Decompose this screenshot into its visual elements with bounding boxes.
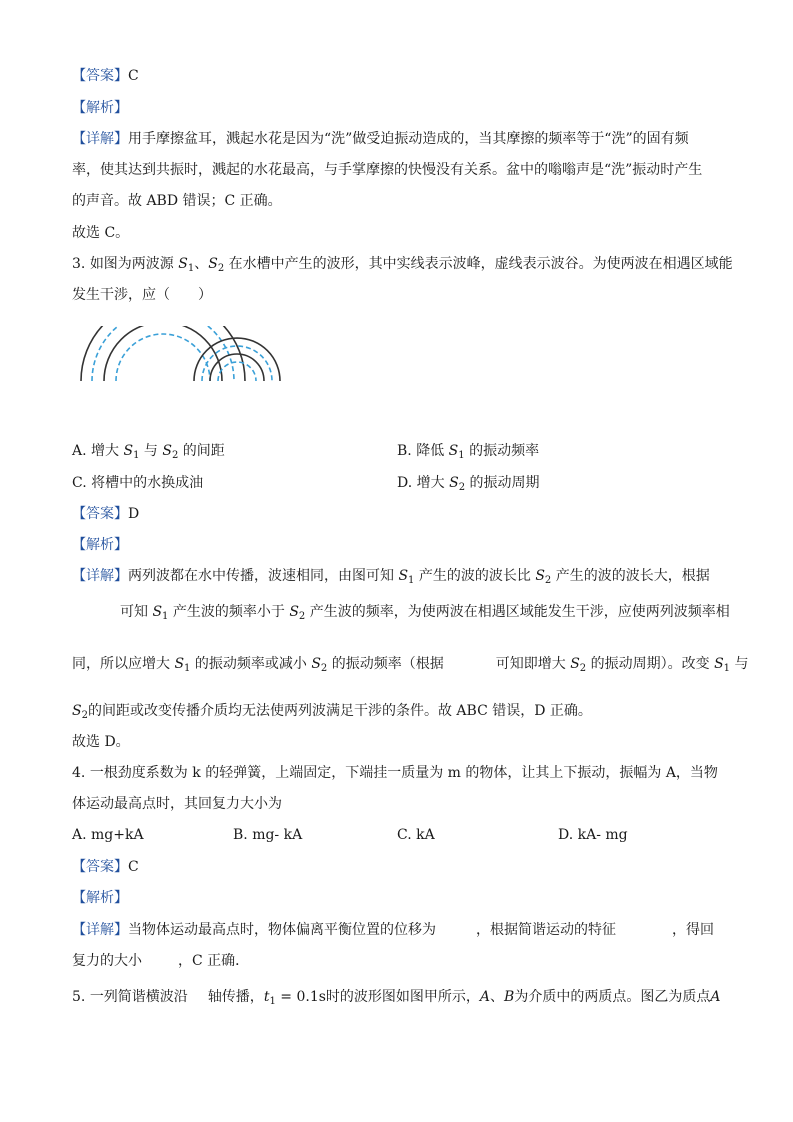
analysis-line	[72, 535, 128, 555]
detail-line	[72, 566, 710, 591]
symbol-s: S	[570, 656, 580, 672]
answer-tag: 【答案】	[72, 859, 128, 875]
symbol-s: S	[152, 604, 163, 620]
detail-text: ，得回	[672, 922, 714, 938]
answer-line	[72, 857, 139, 877]
detail-line	[120, 602, 730, 627]
conclusion-line: 故选 C。	[72, 225, 130, 241]
subscript: 1	[458, 450, 465, 461]
stem-text: 在水槽中产生的波形，其中实线表示波峰，虚线表示波谷。为使两波在相遇区域能	[224, 256, 733, 272]
option-text: 的振动周期	[465, 475, 540, 491]
detail-text: ，C 正确．	[178, 953, 250, 969]
option-a	[72, 441, 225, 466]
answer-value: C	[128, 859, 139, 875]
symbol-s: S	[123, 443, 134, 459]
detail-line	[72, 920, 714, 940]
answer-tag: 【答案】	[72, 68, 128, 84]
subscript: 2	[217, 263, 225, 274]
symbol-s: S	[714, 656, 724, 672]
answer-line	[72, 504, 139, 524]
option-text: 将槽中的水换成油	[91, 475, 204, 491]
detail-line	[72, 951, 249, 971]
option-text: 的振动频率	[464, 443, 540, 459]
detail-text: 可知	[120, 604, 153, 620]
detail-tag: 【详解】	[72, 922, 128, 938]
detail-text: 产生的波的波长比	[414, 568, 536, 584]
stem-text: 时的波形图如图甲所示，	[325, 989, 480, 1005]
subscript: 2	[458, 482, 466, 493]
subscript: 2	[171, 450, 179, 461]
detail-text: 产生的波的波长大，根据	[551, 568, 710, 584]
subscript: 2	[320, 663, 328, 674]
detail-text: ，根据简谐运动的特征	[476, 922, 616, 938]
option-a: A. mg+kA	[72, 827, 144, 843]
option-text: 的间距	[178, 443, 225, 459]
symbol-a: A	[479, 989, 491, 1005]
detail-text: 与	[730, 656, 749, 672]
option-c: C. kA	[397, 827, 435, 843]
detail-text: 的振动频率或减小	[190, 656, 312, 672]
stem-text: 、	[194, 256, 209, 272]
option-text: 增大	[416, 475, 450, 491]
option-text: 与	[139, 443, 163, 459]
detail-text: 的振动频率（根据	[327, 656, 444, 672]
detail-tag: 【详解】	[72, 568, 128, 584]
subscript: 1	[184, 663, 191, 674]
option-b: B. mg- kA	[233, 827, 303, 843]
option-d	[397, 473, 540, 498]
detail-text: 复力的大小	[72, 953, 142, 969]
detail-line	[72, 129, 689, 149]
question-number: 4.	[72, 765, 86, 781]
conclusion-line: 故选 D。	[72, 734, 130, 750]
question-3-stem	[72, 254, 733, 279]
symbol-s: S	[72, 703, 82, 719]
stem-text: 如图为两波源	[89, 256, 179, 272]
option-label: A.	[72, 443, 87, 459]
answer-value: D	[128, 506, 140, 522]
option-label: C.	[72, 475, 87, 491]
symbol-s: S	[311, 656, 321, 672]
question-number: 3.	[72, 256, 86, 272]
stem-text: 、	[490, 989, 505, 1005]
symbol-s: S	[448, 443, 459, 459]
detail-text-line: 的声音。故 ABD 错误；C 正确。	[72, 193, 282, 209]
symbol-s: S	[398, 568, 409, 584]
symbol-t: t	[263, 989, 270, 1005]
subscript: 2	[544, 575, 552, 586]
detail-text: 两列波都在水中传播，波速相同，由图可知	[128, 568, 399, 584]
option-d: D. kA- mg	[558, 827, 628, 843]
symbol-a: A	[710, 989, 721, 1005]
detail-text: 当物体运动最高点时，物体偏离平衡位置的位移为	[128, 922, 436, 938]
option-b	[397, 441, 539, 466]
analysis-tag: 【解析】	[72, 890, 128, 906]
subscript: 2	[298, 611, 306, 622]
option-text: 增大	[91, 443, 124, 459]
answer-tag: 【答案】	[72, 506, 128, 522]
detail-text: 产生波的频率小于	[168, 604, 290, 620]
detail-text: 产生波的频率，为使两波在相遇区域能发生干涉，应使两列波频率相	[305, 604, 730, 620]
detail-text-line: 率，使其达到共振时，溅起的水花最高，与手掌摩擦的快慢没有关系。盆中的嗡嗡声是“洗”振动时产生	[72, 162, 703, 178]
option-label: B.	[397, 443, 412, 459]
symbol-s: S	[289, 604, 299, 620]
symbol-s: S	[449, 475, 459, 491]
stem-text: 一根劲度系数为 k 的轻弹簧，上端固定，下端挂一质量为 m 的物体，让其上下振动，振幅为 A，当物	[89, 765, 718, 781]
detail-text: 同，所以应增大	[72, 656, 175, 672]
s2-trough-inner	[218, 362, 256, 381]
subscript: 2	[579, 663, 587, 674]
detail-line	[72, 654, 749, 679]
subscript: 2	[81, 710, 88, 721]
option-text: 降低	[416, 443, 449, 459]
s1-trough-inner	[116, 334, 210, 381]
answer-line	[72, 66, 139, 86]
detail-line	[72, 701, 592, 726]
s2-trough-outer	[202, 346, 272, 381]
subscript: 1	[162, 611, 169, 622]
detail-text: 用手摩擦盆耳，溅起水花是因为“洗”做受迫振动造成的，当其摩擦的频率等于“洗”的固有频	[128, 131, 689, 147]
analysis-line	[72, 98, 128, 118]
stem-text: 为介质中的两质点。图乙为质点	[514, 989, 711, 1005]
symbol-s: S	[178, 256, 188, 272]
subscript: 1	[133, 450, 140, 461]
analysis-tag: 【解析】	[72, 537, 128, 553]
question-3-stem-2: 发生干涉，应（ ）	[72, 287, 212, 303]
subscript: 1	[408, 575, 415, 586]
question-5-stem	[72, 987, 720, 1012]
question-4-stem-2: 体运动最高点时，其回复力大小为	[72, 796, 282, 812]
answer-value: C	[128, 68, 139, 84]
detail-text: 的振动周期）。改变	[586, 656, 715, 672]
detail-text: 的间距或改变传播介质均无法使两列波满足干涉的条件。故 ABC 错误，D 正确。	[87, 703, 592, 719]
analysis-line	[72, 888, 128, 908]
symbol-s: S	[162, 443, 172, 459]
symbol-s: S	[535, 568, 545, 584]
subscript: 1	[187, 263, 195, 274]
question-number: 5.	[72, 989, 86, 1005]
detail-tag: 【详解】	[72, 131, 128, 147]
subscript: 1	[269, 996, 276, 1007]
stem-text: 一列简谐横波沿	[89, 989, 188, 1005]
wave-interference-figure	[78, 326, 288, 386]
symbol-b: B	[504, 989, 515, 1005]
option-c	[72, 473, 203, 493]
subscript: 1	[723, 663, 731, 674]
symbol-s: S	[208, 256, 218, 272]
analysis-tag: 【解析】	[72, 100, 128, 116]
stem-text: 轴传播，	[207, 989, 264, 1005]
option-label: D.	[397, 475, 413, 491]
symbol-s: S	[174, 656, 185, 672]
question-4-stem	[72, 763, 718, 783]
formula: = 0.1s	[275, 989, 326, 1005]
detail-text: 可知即增大	[495, 656, 571, 672]
